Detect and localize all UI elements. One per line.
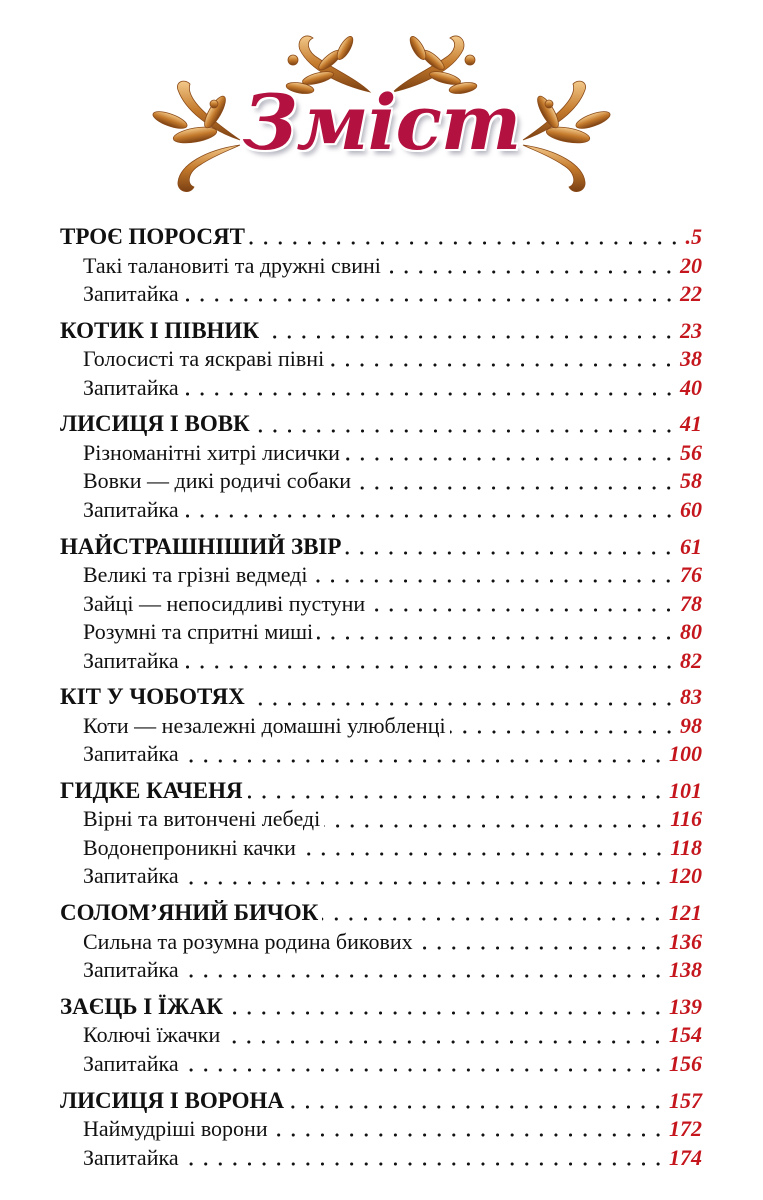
toc-chapter-entry[interactable] <box>60 223 702 252</box>
toc-section <box>60 993 702 1079</box>
entry-title: Запитайка <box>83 374 179 400</box>
toc-subentry[interactable] <box>60 467 702 496</box>
toc-section <box>60 777 702 891</box>
toc-subentry[interactable] <box>60 1115 702 1144</box>
page-number: 78 <box>680 590 702 616</box>
entry-title: Різноманітні хитрі лисички <box>83 439 340 465</box>
toc-subentry[interactable] <box>60 956 702 985</box>
page-number: 101 <box>669 777 702 803</box>
page-number: 60 <box>680 496 702 522</box>
toc-subentry[interactable] <box>60 439 702 468</box>
page-number: 22 <box>680 281 702 306</box>
entry-title: ГИДКЕ КАЧЕНЯ <box>60 777 243 803</box>
entry-title: НАЙСТРАШНІШИЙ ЗВІР <box>60 533 342 559</box>
entry-title: ЛИСИЦЯ І ВОВК <box>60 411 250 437</box>
page-title: Зміст <box>242 78 521 167</box>
toc-subentry[interactable] <box>60 496 702 525</box>
dot-leader <box>247 794 665 800</box>
entry-title: Запитайка <box>83 1144 179 1170</box>
entry-title: Колючі їжачки <box>83 1022 221 1048</box>
entry-title: Запитайка <box>83 1050 179 1076</box>
toc-chapter-entry[interactable] <box>60 683 702 712</box>
toc-chapter-entry[interactable] <box>60 993 702 1022</box>
dot-leader <box>328 362 676 368</box>
toc-subentry[interactable] <box>60 1050 702 1079</box>
toc-subentry[interactable] <box>60 928 702 957</box>
entry-title: Запитайка <box>83 647 179 673</box>
page-number: 138 <box>669 957 702 983</box>
dot-leader <box>224 1039 665 1045</box>
toc-section <box>60 317 702 403</box>
entry-title: Зайці — непосидливі пустуни <box>83 590 366 616</box>
toc-subentry[interactable] <box>60 590 702 619</box>
toc-subentry[interactable] <box>60 374 702 403</box>
entry-title: КОТИК І ПІВНИК <box>60 317 259 343</box>
toc-subentry[interactable] <box>60 862 702 891</box>
toc-chapter-entry[interactable] <box>60 410 702 439</box>
dot-leader <box>417 945 665 951</box>
page-number: 156 <box>669 1050 702 1076</box>
toc-subentry[interactable] <box>60 280 702 309</box>
page-number: 76 <box>680 562 702 588</box>
table-of-contents <box>60 223 702 1180</box>
toc-section <box>60 223 702 309</box>
entry-title: Розумні та спритні миші <box>83 619 314 645</box>
toc-subentry[interactable] <box>60 647 702 676</box>
dot-leader <box>183 1161 665 1167</box>
toc-section <box>60 533 702 676</box>
dot-leader <box>317 635 676 641</box>
page-number: 58 <box>680 468 702 494</box>
dot-leader <box>322 916 665 922</box>
toc-subentry[interactable] <box>60 618 702 647</box>
dot-leader <box>183 297 676 303</box>
page-number: 23 <box>680 317 702 343</box>
entry-title: Запитайка <box>83 863 179 889</box>
dot-leader <box>263 334 676 340</box>
page-number: 20 <box>680 252 702 278</box>
toc-subentry[interactable] <box>60 805 702 834</box>
page-number: 154 <box>669 1022 702 1048</box>
entry-title: Запитайка <box>83 957 179 983</box>
dot-leader <box>183 1067 665 1073</box>
entry-title: Великі та грізні ведмеді <box>83 562 308 588</box>
dot-leader <box>345 550 676 556</box>
toc-subentry[interactable] <box>60 740 702 769</box>
entry-title: Коти — незалежні домашні улюбленці <box>83 712 446 738</box>
entry-title: Сильна та розумна родина бикових <box>83 928 413 954</box>
dot-leader <box>300 851 666 857</box>
page-number: 100 <box>669 741 702 767</box>
page-number: 83 <box>680 684 702 710</box>
dot-leader <box>183 664 676 670</box>
toc-subentry[interactable] <box>60 1144 702 1173</box>
dot-leader <box>183 973 665 979</box>
toc-chapter-entry[interactable] <box>60 777 702 806</box>
dot-leader <box>254 428 676 434</box>
entry-title: Такі талановиті та дружні свині <box>83 252 381 278</box>
dot-leader <box>249 701 676 707</box>
page-number: 120 <box>669 863 702 889</box>
toc-subentry[interactable] <box>60 834 702 863</box>
page-number: 82 <box>680 647 702 673</box>
entry-title: ЗАЄЦЬ І ЇЖАК <box>60 993 223 1019</box>
toc-subentry[interactable] <box>60 252 702 281</box>
toc-subentry[interactable] <box>60 345 702 374</box>
entry-title: Вовки — дикі родичі собаки <box>83 468 351 494</box>
page-number: 121 <box>669 900 702 926</box>
page-number: 157 <box>669 1087 702 1113</box>
toc-chapter-entry[interactable] <box>60 899 702 928</box>
dot-leader <box>227 1010 665 1016</box>
dot-leader <box>249 240 682 246</box>
dot-leader <box>369 607 676 613</box>
page-number: 80 <box>680 619 702 645</box>
entry-title: ТРОЄ ПОРОСЯТ <box>60 224 245 249</box>
entry-title: ЛИСИЦЯ І ВОРОНА <box>60 1087 285 1113</box>
entry-title: Запитайка <box>83 496 179 522</box>
dot-leader <box>344 456 676 462</box>
dot-leader <box>288 1104 665 1110</box>
entry-title: Запитайка <box>83 741 179 767</box>
page-number: 40 <box>680 374 702 400</box>
page-number: 172 <box>669 1116 702 1141</box>
page-number: 56 <box>680 439 702 465</box>
page-number: 118 <box>670 834 702 860</box>
toc-section <box>60 410 702 524</box>
dot-leader <box>183 758 665 764</box>
dot-leader <box>183 513 676 519</box>
dot-leader <box>450 729 676 735</box>
toc-header <box>0 0 763 215</box>
toc-section <box>60 1087 702 1173</box>
toc-subentry[interactable] <box>60 1021 702 1050</box>
page-number: 174 <box>669 1144 702 1170</box>
toc-chapter-entry[interactable] <box>60 533 702 562</box>
toc-subentry[interactable] <box>60 561 702 590</box>
entry-title: Водонепроникні качки <box>83 834 296 860</box>
entry-title: Запитайка <box>83 281 179 306</box>
dot-leader <box>183 391 676 397</box>
entry-title: СОЛОМ’ЯНИЙ БИЧОК <box>60 900 319 926</box>
page-number: 41 <box>680 411 702 437</box>
toc-section <box>60 899 702 985</box>
page-number: 98 <box>680 712 702 738</box>
dot-leader <box>324 823 666 829</box>
entry-title: КІТ У ЧОБОТЯХ <box>60 684 245 710</box>
page-number: .5 <box>685 224 702 249</box>
entry-title: Голосисті та яскраві півні <box>83 346 325 372</box>
dot-leader <box>272 1132 665 1138</box>
toc-chapter-entry[interactable] <box>60 1087 702 1116</box>
dot-leader <box>311 578 676 584</box>
dot-leader <box>385 269 676 275</box>
page-number: 136 <box>669 928 702 954</box>
page-number: 38 <box>680 346 702 372</box>
toc-section <box>60 683 702 769</box>
toc-chapter-entry[interactable] <box>60 317 702 346</box>
dot-leader <box>183 880 665 886</box>
page-number: 61 <box>680 533 702 559</box>
entry-title: Вірні та витончені лебеді <box>83 806 321 832</box>
dot-leader <box>355 485 676 491</box>
toc-subentry[interactable] <box>60 712 702 741</box>
entry-title: Наймудріші ворони <box>83 1116 268 1141</box>
page-number: 139 <box>669 993 702 1019</box>
page-number: 116 <box>670 806 702 832</box>
